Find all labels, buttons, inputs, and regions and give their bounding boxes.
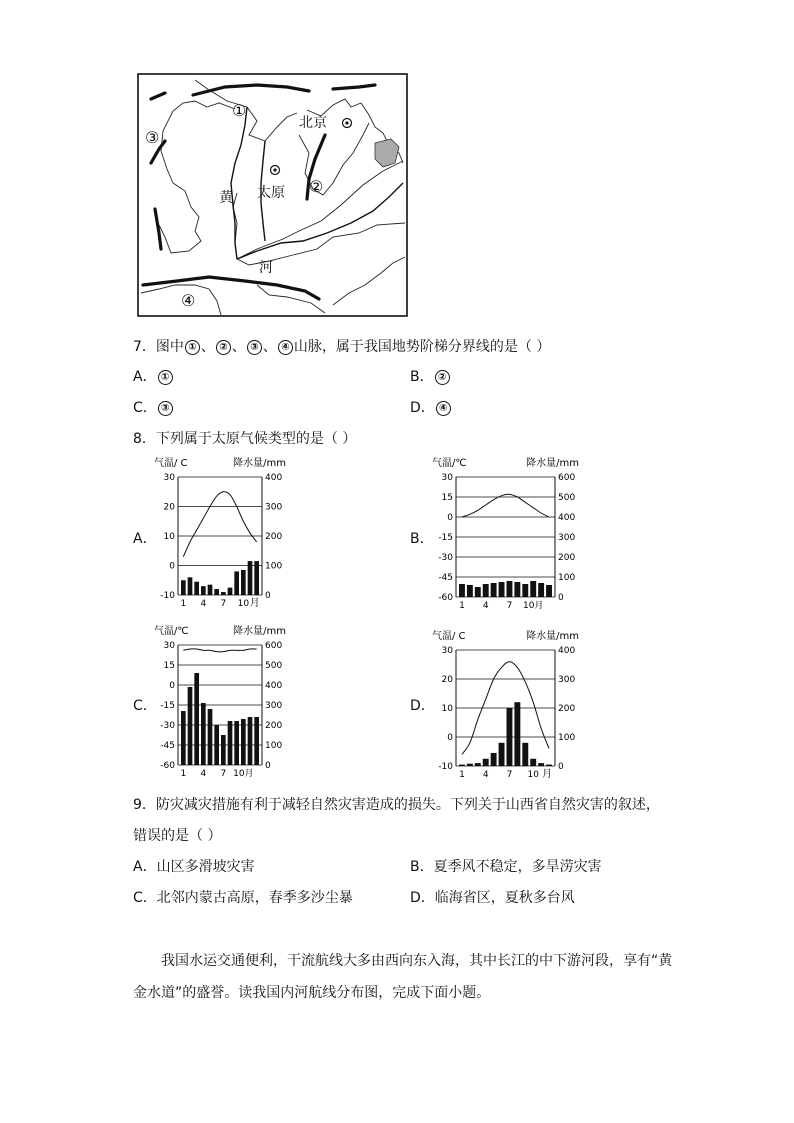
x-tick-label: 4 bbox=[482, 601, 489, 611]
temp-tick-label: 0 bbox=[447, 733, 453, 743]
precip-bar bbox=[208, 709, 213, 765]
precip-tick-label: 200 bbox=[265, 721, 283, 731]
precip-tick-label: 500 bbox=[265, 661, 283, 671]
range-label-4: ④ bbox=[181, 291, 196, 310]
temp-tick-label: -10 bbox=[438, 762, 453, 772]
shaded-region bbox=[375, 139, 399, 167]
precip-bar bbox=[459, 584, 465, 597]
precip-tick-label: 0 bbox=[265, 591, 271, 601]
x-tick-label: 7 bbox=[506, 770, 513, 780]
temp-axis-label: 气温/ C bbox=[432, 631, 466, 642]
x-tick-label: 10 bbox=[527, 770, 539, 780]
temp-tick-label: 0 bbox=[447, 513, 453, 523]
precip-bar bbox=[522, 584, 528, 597]
precip-tick-label: 100 bbox=[558, 573, 576, 583]
precip-bar bbox=[228, 588, 233, 595]
precip-bar bbox=[507, 708, 513, 766]
precip-tick-label: 200 bbox=[558, 553, 576, 563]
temp-tick-label: -60 bbox=[438, 593, 453, 603]
x-tick-label: 4 bbox=[200, 599, 207, 609]
precip-tick-label: 300 bbox=[265, 701, 283, 711]
he-label: 河 bbox=[259, 260, 273, 276]
range-label-2: ② bbox=[309, 177, 324, 196]
q9-option-d[interactable]: D．临海省区，夏秋多台风 bbox=[410, 890, 575, 906]
temperature-line bbox=[183, 492, 256, 557]
precip-bar bbox=[241, 570, 246, 595]
x-tick-label: 10月 bbox=[233, 769, 254, 779]
q7-option-d[interactable]: D． ④ bbox=[410, 398, 452, 418]
precip-tick-label: 600 bbox=[558, 473, 576, 483]
q8-option-d-label[interactable]: D． bbox=[410, 698, 435, 714]
range-label-1: ① bbox=[232, 101, 247, 120]
temp-tick-label: 15 bbox=[441, 493, 453, 503]
precip-bar bbox=[507, 581, 513, 597]
precip-bar bbox=[491, 583, 497, 597]
x-tick-label: 1 bbox=[459, 601, 465, 611]
precip-bar bbox=[201, 703, 206, 765]
temp-tick-label: -45 bbox=[438, 573, 453, 583]
temp-tick-label: 10 bbox=[163, 532, 175, 542]
precip-bar bbox=[221, 735, 226, 765]
precip-bar bbox=[181, 580, 186, 595]
temp-tick-label: 0 bbox=[169, 681, 175, 691]
precip-bar bbox=[530, 581, 536, 597]
precip-bar bbox=[214, 589, 219, 595]
precip-bar bbox=[234, 571, 239, 595]
q9-option-c[interactable]: C．北邻内蒙古高原，春季多沙尘暴 bbox=[133, 890, 353, 906]
huang-label: 黄 bbox=[219, 190, 233, 206]
temp-axis-label: 气温/ C bbox=[154, 458, 188, 469]
precip-bar bbox=[194, 673, 199, 765]
temp-tick-label: 20 bbox=[163, 502, 175, 513]
precip-bar bbox=[248, 717, 253, 765]
precip-bar bbox=[491, 753, 497, 766]
precip-axis-label: 降水量/mm bbox=[233, 626, 286, 637]
range-label-3: ③ bbox=[145, 128, 160, 147]
precip-bar bbox=[228, 721, 233, 765]
precip-bar bbox=[181, 711, 186, 765]
precip-bar bbox=[514, 702, 520, 766]
q8-stem: 8．下列属于太原气候类型的是（ ） bbox=[133, 431, 357, 447]
precip-tick-label: 400 bbox=[265, 681, 283, 691]
precip-bar bbox=[241, 719, 246, 765]
precip-axis-label: 降水量/mm bbox=[526, 458, 579, 469]
q7-option-b[interactable]: B． ② bbox=[410, 367, 451, 387]
precip-bar bbox=[538, 583, 544, 597]
x-tick-label: 4 bbox=[200, 769, 207, 779]
q9-option-a[interactable]: A．山区多滑坡灾害 bbox=[133, 859, 255, 875]
precip-bar bbox=[530, 759, 536, 766]
precip-bar bbox=[188, 687, 193, 765]
temp-tick-label: 30 bbox=[163, 473, 175, 483]
precip-bar bbox=[221, 592, 226, 595]
precip-tick-label: 400 bbox=[265, 473, 283, 483]
q9-stem-line2: 错误的是（ ） bbox=[133, 828, 222, 844]
precip-bar bbox=[234, 721, 239, 765]
precip-bar bbox=[483, 584, 489, 597]
precip-tick-label: 0 bbox=[558, 762, 564, 772]
q9-stem-line1: 9．防灾减灾措施有利于减轻自然灾害造成的损失。下列关于山西省自然灾害的叙述， bbox=[133, 797, 660, 813]
precip-bar bbox=[188, 577, 193, 595]
climate-chart-c bbox=[150, 623, 290, 785]
taiyuan-label: 太原 bbox=[257, 185, 285, 201]
taiyuan-marker bbox=[271, 166, 280, 175]
x-tick-label: 10 bbox=[237, 599, 250, 609]
beijing-label: 北京 bbox=[299, 115, 327, 131]
shanxi-map bbox=[137, 73, 409, 318]
temp-tick-label: 10 bbox=[441, 704, 453, 714]
q7-option-a[interactable]: A． ① bbox=[133, 367, 174, 387]
temp-tick-label: -30 bbox=[160, 721, 175, 731]
climate-chart-a bbox=[150, 455, 290, 615]
precip-bar bbox=[201, 586, 206, 595]
x-tick-label: 10月 bbox=[522, 601, 544, 611]
x-tick-label: 7 bbox=[220, 599, 227, 609]
temp-tick-label: 15 bbox=[163, 661, 175, 671]
q8-option-c-label[interactable]: C． bbox=[133, 698, 157, 714]
precip-bar bbox=[208, 585, 213, 595]
precip-bar bbox=[248, 561, 253, 595]
temp-tick-label: 0 bbox=[169, 561, 175, 572]
precip-tick-label: 100 bbox=[558, 733, 576, 743]
precip-bar bbox=[538, 763, 544, 766]
precip-bar bbox=[475, 587, 481, 597]
q9-option-b[interactable]: B．夏季风不稳定，多旱涝灾害 bbox=[410, 859, 602, 875]
precip-bar bbox=[483, 759, 489, 766]
q8-option-a-label[interactable]: A． bbox=[133, 531, 157, 547]
temperature-line bbox=[462, 494, 549, 517]
precip-tick-label: 500 bbox=[558, 493, 576, 503]
precip-tick-label: 300 bbox=[265, 502, 283, 513]
temp-tick-label: 30 bbox=[163, 641, 175, 651]
precip-bar bbox=[254, 561, 259, 595]
x-tick-label: 7 bbox=[220, 769, 227, 779]
x-tick-label: 4 bbox=[482, 770, 489, 780]
precip-tick-label: 300 bbox=[558, 675, 576, 685]
x-tick-label: 1 bbox=[180, 599, 187, 609]
x-tick-label: 1 bbox=[459, 770, 465, 780]
temp-tick-label: 30 bbox=[441, 473, 453, 483]
temp-tick-label: -10 bbox=[160, 591, 175, 601]
precip-bar bbox=[522, 743, 528, 766]
passage-line-1: 我国水运交通便利，干流航线大多由西向东入海，其中长江的中下游河段，享有“黄 bbox=[161, 953, 673, 969]
precip-bar bbox=[214, 725, 219, 765]
precip-bar bbox=[475, 763, 481, 766]
temp-tick-label: -30 bbox=[438, 553, 453, 563]
precip-bar bbox=[254, 717, 259, 765]
climate-chart-b bbox=[428, 455, 583, 617]
precip-axis-label: 降水量/mm bbox=[233, 458, 286, 469]
precip-bar bbox=[194, 582, 199, 595]
temp-tick-label: -15 bbox=[438, 533, 453, 543]
precip-tick-label: 400 bbox=[558, 646, 576, 656]
climate-chart-d bbox=[428, 628, 583, 786]
passage-line-2: 金水道”的盛誉。读我国内河航线分布图，完成下面小题。 bbox=[133, 985, 491, 1001]
x-axis-label: 月 bbox=[249, 598, 260, 609]
q7-option-c[interactable]: C． ③ bbox=[133, 398, 174, 418]
precip-bar bbox=[467, 585, 473, 597]
x-tick-label: 7 bbox=[506, 601, 513, 611]
precip-tick-label: 300 bbox=[558, 533, 576, 543]
temp-tick-label: -15 bbox=[160, 701, 175, 711]
x-axis-label: 月 bbox=[542, 769, 553, 780]
precip-tick-label: 100 bbox=[265, 561, 283, 572]
temp-tick-label: 20 bbox=[441, 675, 453, 685]
precip-tick-label: 600 bbox=[265, 641, 283, 651]
q7-stem: 7．图中 ① 、 ② 、 ③ 、 ④ 山脉，属于我国地势阶梯分界线的是（ ） bbox=[133, 339, 551, 355]
precip-tick-label: 0 bbox=[558, 593, 564, 603]
temperature-line bbox=[183, 649, 256, 652]
precip-bar bbox=[546, 765, 552, 766]
precip-tick-label: 0 bbox=[265, 761, 271, 771]
temp-tick-label: -45 bbox=[160, 741, 175, 751]
x-tick-label: 1 bbox=[180, 769, 187, 779]
precip-bar bbox=[459, 765, 465, 766]
precip-tick-label: 400 bbox=[558, 513, 576, 523]
precip-tick-label: 200 bbox=[558, 704, 576, 714]
precip-tick-label: 200 bbox=[265, 532, 283, 542]
precip-bar bbox=[514, 582, 520, 597]
precip-bar bbox=[499, 743, 505, 766]
precip-bar bbox=[546, 585, 552, 597]
q8-option-b-label[interactable]: B． bbox=[410, 531, 434, 547]
temp-tick-label: 30 bbox=[441, 646, 453, 656]
precip-tick-label: 100 bbox=[265, 741, 283, 751]
precip-axis-label: 降水量/mm bbox=[526, 631, 579, 642]
temp-tick-label: -60 bbox=[160, 761, 175, 771]
beijing-marker bbox=[343, 119, 352, 128]
precip-bar bbox=[467, 764, 473, 766]
temp-axis-label: 气温/℃ bbox=[432, 458, 467, 469]
temp-axis-label: 气温/℃ bbox=[154, 626, 189, 637]
precip-bar bbox=[499, 582, 505, 597]
